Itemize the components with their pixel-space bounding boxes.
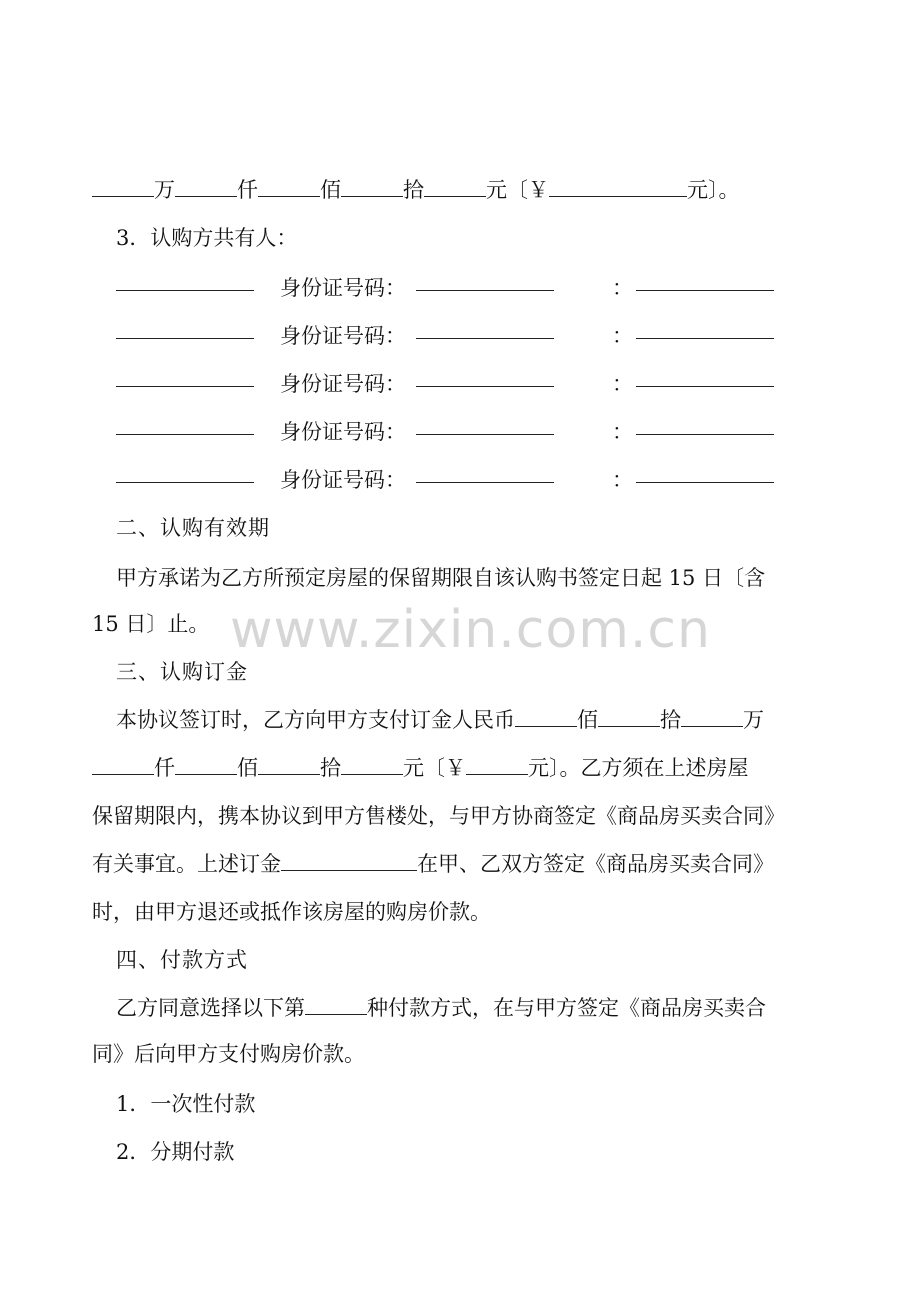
- option-item: 1．一次性付款: [116, 1092, 256, 1116]
- id-field[interactable]: [416, 462, 554, 483]
- unit-label: 拾: [403, 178, 424, 202]
- paragraph-line: [92, 754, 749, 782]
- amount-line: [92, 176, 740, 204]
- paragraph-line: 15 日〕止。: [92, 612, 210, 636]
- blank-field[interactable]: [598, 706, 660, 727]
- blank-field[interactable]: [466, 754, 528, 775]
- colon-label: ：: [612, 468, 633, 492]
- unit-label: 拾: [320, 756, 341, 780]
- section-heading: 二、认购有效期: [116, 516, 270, 540]
- phone-field[interactable]: [636, 414, 774, 435]
- unit-label: 拾: [660, 708, 681, 732]
- blank-field[interactable]: [92, 754, 154, 775]
- colon-label: ：: [612, 420, 633, 444]
- id-field[interactable]: [416, 366, 554, 387]
- blank-field[interactable]: [175, 754, 237, 775]
- blank-field[interactable]: [175, 176, 237, 197]
- blank-field[interactable]: [515, 706, 577, 727]
- phone-field[interactable]: [636, 318, 774, 339]
- name-field[interactable]: [116, 414, 254, 435]
- blank-field[interactable]: [92, 176, 154, 197]
- paragraph-line: [116, 706, 764, 734]
- paragraph-line: 保留期限内，携本协议到甲方售楼处，与甲方协商签定《商品房买卖合同》: [92, 804, 785, 828]
- blank-field[interactable]: [281, 850, 417, 871]
- text-run: 本协议签订时，乙方向甲方支付订金人民币: [116, 708, 515, 732]
- unit-label: 佰: [320, 178, 341, 202]
- id-label: 身份证号码：: [280, 468, 406, 492]
- unit-label: 仟: [154, 756, 175, 780]
- paragraph-line: [92, 850, 774, 878]
- unit-label: 万: [743, 708, 764, 732]
- unit-label: 元〔￥: [486, 178, 549, 202]
- unit-label: 佰: [237, 756, 258, 780]
- text-run: 种付款方式，在与甲方签定《商品房买卖合: [367, 996, 766, 1020]
- blank-field[interactable]: [258, 754, 320, 775]
- name-field[interactable]: [116, 462, 254, 483]
- buyers-heading: 3．认购方共有人：: [116, 226, 298, 250]
- blank-field[interactable]: [258, 176, 320, 197]
- section-heading: 三、认购订金: [116, 660, 248, 684]
- text-run: 元〕。乙方须在上述房屋: [528, 756, 749, 780]
- phone-field[interactable]: [636, 366, 774, 387]
- text-run: 有关事宜。上述订金: [92, 852, 281, 876]
- colon-label: ：: [612, 324, 633, 348]
- name-field[interactable]: [116, 318, 254, 339]
- paragraph-line: 同》后向甲方支付购房价款。: [92, 1042, 365, 1066]
- section-heading: 四、付款方式: [116, 948, 248, 972]
- unit-label: 元〕。: [687, 178, 740, 202]
- id-field[interactable]: [416, 270, 554, 291]
- name-field[interactable]: [116, 270, 254, 291]
- blank-field[interactable]: [549, 176, 687, 197]
- name-field[interactable]: [116, 366, 254, 387]
- text-run: 乙方同意选择以下第: [116, 996, 305, 1020]
- id-label: 身份证号码：: [280, 372, 406, 396]
- blank-field[interactable]: [341, 176, 403, 197]
- blank-field[interactable]: [341, 754, 403, 775]
- blank-field[interactable]: [681, 706, 743, 727]
- blank-field[interactable]: [305, 994, 367, 1015]
- watermark: www.zixin.com.cn: [230, 600, 711, 660]
- id-label: 身份证号码：: [280, 420, 406, 444]
- phone-field[interactable]: [636, 462, 774, 483]
- colon-label: ：: [612, 276, 633, 300]
- id-field[interactable]: [416, 318, 554, 339]
- unit-label: 仟: [237, 178, 258, 202]
- phone-field[interactable]: [636, 270, 774, 291]
- unit-label: 佰: [577, 708, 598, 732]
- id-field[interactable]: [416, 414, 554, 435]
- colon-label: ：: [612, 372, 633, 396]
- paragraph-line: 甲方承诺为乙方所预定房屋的保留期限自该认购书签定日起 15 日〔含: [116, 566, 766, 590]
- paragraph-line: 时，由甲方退还或抵作该房屋的购房价款。: [92, 900, 491, 924]
- text-run: 在甲、乙双方签定《商品房买卖合同》: [417, 852, 774, 876]
- blank-field[interactable]: [424, 176, 486, 197]
- unit-label: 元〔￥: [403, 756, 466, 780]
- id-label: 身份证号码：: [280, 324, 406, 348]
- unit-label: 万: [154, 178, 175, 202]
- option-item: 2．分期付款: [116, 1140, 235, 1164]
- paragraph-line: [116, 994, 766, 1022]
- id-label: 身份证号码：: [280, 276, 406, 300]
